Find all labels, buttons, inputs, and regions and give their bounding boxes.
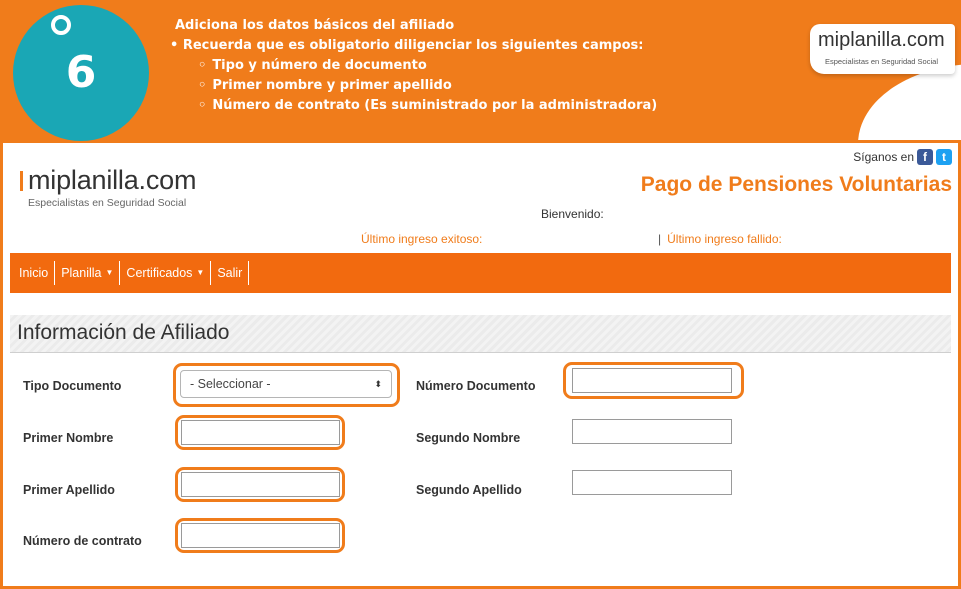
primer-apellido-label: Primer Apellido bbox=[23, 483, 115, 497]
nav-item-salir[interactable] bbox=[211, 261, 249, 285]
last-login-failed bbox=[658, 232, 782, 246]
banner-logo bbox=[810, 24, 955, 74]
nav-item-label: Salir bbox=[217, 266, 243, 280]
last-login-success: Último ingreso exitoso: bbox=[361, 232, 483, 246]
banner-curve-decoration bbox=[858, 64, 961, 140]
instructions-title: Adiciona los datos básicos del afiliado bbox=[175, 18, 455, 33]
section-title: Información de Afiliado bbox=[17, 321, 230, 344]
follow-label: Síganos en bbox=[853, 150, 914, 164]
banner-logo-tagline: Especialistas en Seguridad Social bbox=[825, 57, 938, 66]
last-login-failed-label: Último ingreso fallido: bbox=[667, 232, 782, 246]
section-header bbox=[10, 315, 951, 353]
tipo-documento-select[interactable] bbox=[180, 370, 392, 398]
site-logo-tagline: Especialistas en Seguridad Social bbox=[28, 197, 187, 209]
app-screenshot-frame bbox=[0, 140, 961, 589]
numero-documento-input[interactable] bbox=[572, 368, 732, 393]
segundo-apellido-input[interactable] bbox=[572, 470, 732, 495]
nav-item-planilla[interactable] bbox=[55, 261, 120, 285]
primer-apellido-input[interactable] bbox=[181, 472, 340, 497]
instructions-bullet: • Recuerda que es obligatorio diligenciar los siguientes campos: bbox=[170, 38, 644, 53]
tipo-documento-value: - Seleccionar - bbox=[190, 377, 271, 391]
section-divider bbox=[10, 352, 951, 353]
login-separator: | bbox=[658, 232, 662, 246]
chevron-down-icon: ▼ bbox=[196, 268, 205, 277]
social-follow bbox=[853, 149, 952, 165]
step-number: 6 bbox=[65, 47, 97, 98]
instructions-item: ◦ Número de contrato (Es suministrado por la administradora) bbox=[198, 96, 657, 116]
primer-nombre-input[interactable] bbox=[181, 420, 340, 445]
step-badge bbox=[13, 5, 149, 141]
site-logo-text: miplanilla.com bbox=[28, 165, 197, 195]
segundo-apellido-label: Segundo Apellido bbox=[416, 483, 522, 497]
banner-logo-text: miplanilla.com bbox=[818, 29, 945, 51]
nav-item-label: Planilla bbox=[61, 266, 102, 280]
nav-item-inicio[interactable] bbox=[10, 261, 55, 285]
nav-item-label: Inicio bbox=[19, 266, 49, 280]
welcome-text: Bienvenido: bbox=[541, 207, 604, 221]
page-title: Pago de Pensiones Voluntarias bbox=[640, 173, 952, 196]
logo-bar-icon bbox=[20, 171, 23, 191]
select-arrows-icon: ⬍ bbox=[374, 379, 382, 389]
numero-contrato-input[interactable] bbox=[181, 523, 340, 548]
main-nav bbox=[10, 253, 951, 293]
segundo-nombre-input[interactable] bbox=[572, 419, 732, 444]
nav-item-label: Certificados bbox=[126, 266, 193, 280]
twitter-icon[interactable]: t bbox=[936, 149, 952, 165]
tipo-documento-label: Tipo Documento bbox=[23, 379, 122, 393]
segundo-nombre-label: Segundo Nombre bbox=[416, 431, 521, 445]
primer-nombre-label: Primer Nombre bbox=[23, 431, 114, 445]
instructions-item: ◦ Tipo y número de documento bbox=[198, 56, 657, 76]
step-dot-icon bbox=[51, 15, 71, 35]
instructions-item: ◦ Primer nombre y primer apellido bbox=[198, 76, 657, 96]
numero-documento-label: Número Documento bbox=[416, 379, 536, 393]
numero-contrato-label: Número de contrato bbox=[23, 534, 142, 548]
nav-item-certificados[interactable] bbox=[120, 261, 211, 285]
facebook-icon[interactable]: f bbox=[917, 149, 933, 165]
chevron-down-icon: ▼ bbox=[105, 268, 114, 277]
tutorial-instructions bbox=[160, 16, 657, 116]
